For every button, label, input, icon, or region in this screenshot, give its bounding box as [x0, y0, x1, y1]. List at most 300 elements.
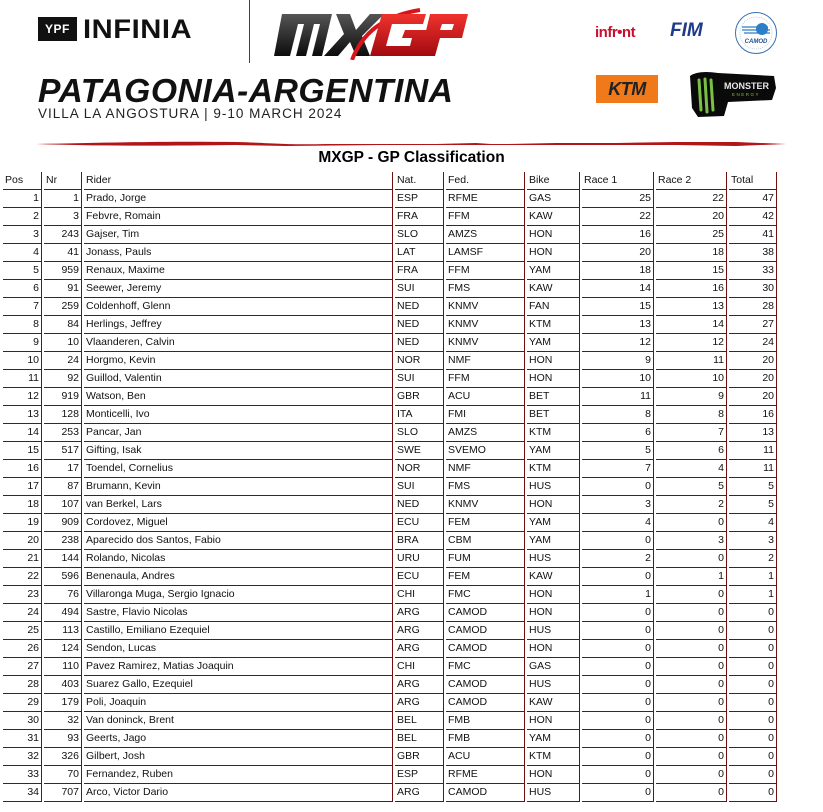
cell-pos: 17 [3, 478, 42, 496]
cell-race2: 15 [656, 262, 727, 280]
cell-race1: 5 [582, 442, 654, 460]
cell-nat: ARG [395, 694, 444, 712]
cell-pos: 30 [3, 712, 42, 730]
cell-nr: 76 [44, 586, 82, 604]
table-row [3, 784, 777, 802]
cell-rider: Brumann, Kevin [84, 478, 393, 496]
cell-fed: RFME [446, 766, 525, 784]
cell-race2: 5 [656, 478, 727, 496]
cell-nr: 87 [44, 478, 82, 496]
cell-race1: 8 [582, 406, 654, 424]
cell-fed: AMZS [446, 226, 525, 244]
cell-rider: Jonass, Pauls [84, 244, 393, 262]
cell-fed: FMS [446, 280, 525, 298]
cell-race2: 0 [656, 658, 727, 676]
cell-race2: 0 [656, 712, 727, 730]
cell-race1: 0 [582, 712, 654, 730]
table-row [3, 658, 777, 676]
cell-rider: Gilbert, Josh [84, 748, 393, 766]
cell-total: 11 [729, 442, 777, 460]
cell-rider: Cordovez, Miguel [84, 514, 393, 532]
cell-nat: FRA [395, 208, 444, 226]
cell-nr: 70 [44, 766, 82, 784]
table-row [3, 352, 777, 370]
cell-race2: 10 [656, 370, 727, 388]
cell-race1: 2 [582, 550, 654, 568]
cell-total: 33 [729, 262, 777, 280]
cell-rider: Febvre, Romain [84, 208, 393, 226]
cell-fed: CAMOD [446, 694, 525, 712]
cell-total: 5 [729, 496, 777, 514]
cell-pos: 27 [3, 658, 42, 676]
cell-bike: HON [527, 496, 580, 514]
cell-fed: CBM [446, 532, 525, 550]
cell-nat: NED [395, 298, 444, 316]
cell-total: 0 [729, 676, 777, 694]
cell-nat: NOR [395, 352, 444, 370]
cell-nr: 24 [44, 352, 82, 370]
cell-total: 0 [729, 748, 777, 766]
cell-race2: 2 [656, 496, 727, 514]
cell-bike: KAW [527, 694, 580, 712]
cell-nat: ECU [395, 514, 444, 532]
cell-nat: ESP [395, 766, 444, 784]
camod-logo-text: CAMOD [744, 39, 768, 45]
table-row [3, 208, 777, 226]
cell-race1: 14 [582, 280, 654, 298]
cell-total: 1 [729, 568, 777, 586]
cell-pos: 3 [3, 226, 42, 244]
cell-rider: Rolando, Nicolas [84, 550, 393, 568]
cell-race1: 12 [582, 334, 654, 352]
cell-bike: GAS [527, 190, 580, 208]
table-row [3, 712, 777, 730]
table-row [3, 730, 777, 748]
cell-race2: 6 [656, 442, 727, 460]
table-row [3, 226, 777, 244]
cell-nr: 144 [44, 550, 82, 568]
cell-nr: 919 [44, 388, 82, 406]
cell-race2: 0 [656, 640, 727, 658]
cell-rider: Seewer, Jeremy [84, 280, 393, 298]
cell-bike: KTM [527, 460, 580, 478]
cell-fed: KNMV [446, 298, 525, 316]
cell-total: 20 [729, 388, 777, 406]
table-row [3, 388, 777, 406]
cell-nr: 17 [44, 460, 82, 478]
cell-nat: BRA [395, 532, 444, 550]
cell-rider: Pancar, Jan [84, 424, 393, 442]
column-header-race1: Race 1 [582, 172, 654, 190]
cell-race1: 7 [582, 460, 654, 478]
cell-fed: CAMOD [446, 604, 525, 622]
cell-nat: URU [395, 550, 444, 568]
cell-race2: 0 [656, 694, 727, 712]
cell-nr: 494 [44, 604, 82, 622]
cell-nat: CHI [395, 658, 444, 676]
cell-nat: ESP [395, 190, 444, 208]
table-row [3, 460, 777, 478]
cell-rider: Watson, Ben [84, 388, 393, 406]
cell-nat: NOR [395, 460, 444, 478]
cell-nr: 32 [44, 712, 82, 730]
cell-nat: SUI [395, 370, 444, 388]
cell-fed: FMC [446, 586, 525, 604]
cell-rider: Coldenhoff, Glenn [84, 298, 393, 316]
cell-nr: 91 [44, 280, 82, 298]
cell-nr: 110 [44, 658, 82, 676]
cell-pos: 24 [3, 604, 42, 622]
ktm-logo-text: KTM [608, 78, 646, 99]
cell-pos: 15 [3, 442, 42, 460]
infront-logo: infr•nt [595, 24, 636, 41]
column-header-nat: Nat. [395, 172, 444, 190]
column-header-rider: Rider [84, 172, 393, 190]
cell-nat: SLO [395, 424, 444, 442]
cell-bike: KAW [527, 208, 580, 226]
cell-bike: KAW [527, 568, 580, 586]
cell-rider: Horgmo, Kevin [84, 352, 393, 370]
cell-race1: 0 [582, 730, 654, 748]
cell-fed: NMF [446, 460, 525, 478]
cell-race2: 0 [656, 550, 727, 568]
cell-total: 5 [729, 478, 777, 496]
cell-total: 0 [729, 766, 777, 784]
cell-nat: GBR [395, 748, 444, 766]
cell-total: 0 [729, 712, 777, 730]
cell-race1: 0 [582, 694, 654, 712]
cell-fed: FMC [446, 658, 525, 676]
cell-total: 24 [729, 334, 777, 352]
cell-bike: HON [527, 586, 580, 604]
cell-nat: SUI [395, 478, 444, 496]
cell-race1: 0 [582, 640, 654, 658]
cell-total: 0 [729, 694, 777, 712]
cell-nat: SLO [395, 226, 444, 244]
cell-nr: 909 [44, 514, 82, 532]
cell-rider: Benenaula, Andres [84, 568, 393, 586]
cell-pos: 14 [3, 424, 42, 442]
cell-rider: Geerts, Jago [84, 730, 393, 748]
cell-nr: 3 [44, 208, 82, 226]
infinia-logo-text: INFINIA [82, 13, 192, 44]
page-title: MXGP - GP Classification [318, 149, 505, 166]
table-row [3, 694, 777, 712]
cell-nr: 92 [44, 370, 82, 388]
table-row [3, 370, 777, 388]
table-row [3, 406, 777, 424]
cell-nat: SUI [395, 280, 444, 298]
cell-pos: 18 [3, 496, 42, 514]
cell-nat: NED [395, 496, 444, 514]
cell-race1: 0 [582, 478, 654, 496]
table-row [3, 766, 777, 784]
cell-race1: 0 [582, 676, 654, 694]
cell-race1: 6 [582, 424, 654, 442]
cell-race1: 0 [582, 568, 654, 586]
cell-bike: KTM [527, 424, 580, 442]
cell-rider: Herlings, Jeffrey [84, 316, 393, 334]
table-row [3, 316, 777, 334]
cell-nat: ARG [395, 784, 444, 802]
cell-pos: 16 [3, 460, 42, 478]
cell-race1: 0 [582, 748, 654, 766]
cell-total: 0 [729, 640, 777, 658]
column-header-fed: Fed. [446, 172, 525, 190]
cell-pos: 11 [3, 370, 42, 388]
cell-fed: RFME [446, 190, 525, 208]
cell-nr: 179 [44, 694, 82, 712]
cell-total: 3 [729, 532, 777, 550]
cell-fed: ACU [446, 388, 525, 406]
table-row [3, 622, 777, 640]
cell-race1: 18 [582, 262, 654, 280]
cell-race2: 0 [656, 586, 727, 604]
mxgp-logo [270, 4, 470, 60]
cell-pos: 4 [3, 244, 42, 262]
cell-pos: 1 [3, 190, 42, 208]
table-row [3, 280, 777, 298]
cell-race1: 0 [582, 766, 654, 784]
cell-total: 20 [729, 352, 777, 370]
cell-rider: Sendon, Lucas [84, 640, 393, 658]
cell-nat: NED [395, 334, 444, 352]
cell-bike: GAS [527, 658, 580, 676]
cell-fed: FMI [446, 406, 525, 424]
cell-fed: CAMOD [446, 784, 525, 802]
cell-total: 41 [729, 226, 777, 244]
cell-total: 16 [729, 406, 777, 424]
ktm-logo [596, 75, 658, 103]
cell-fed: SVEMO [446, 442, 525, 460]
cell-race2: 4 [656, 460, 727, 478]
cell-bike: HON [527, 226, 580, 244]
cell-nat: GBR [395, 388, 444, 406]
cell-pos: 13 [3, 406, 42, 424]
cell-rider: Renaux, Maxime [84, 262, 393, 280]
cell-race1: 0 [582, 622, 654, 640]
cell-fed: ACU [446, 748, 525, 766]
cell-bike: YAM [527, 514, 580, 532]
cell-total: 13 [729, 424, 777, 442]
cell-race2: 0 [656, 766, 727, 784]
cell-race2: 14 [656, 316, 727, 334]
cell-rider: Guillod, Valentin [84, 370, 393, 388]
cell-pos: 9 [3, 334, 42, 352]
cell-nr: 253 [44, 424, 82, 442]
cell-nat: FRA [395, 262, 444, 280]
cell-race2: 3 [656, 532, 727, 550]
event-subtitle: VILLA LA ANGOSTURA | 9-10 MARCH 2024 [38, 106, 343, 121]
cell-race2: 0 [656, 514, 727, 532]
cell-bike: HUS [527, 784, 580, 802]
cell-bike: HON [527, 712, 580, 730]
cell-race2: 8 [656, 406, 727, 424]
cell-fed: FFM [446, 208, 525, 226]
classification-table [1, 172, 779, 802]
cell-race1: 4 [582, 514, 654, 532]
cell-rider: Toendel, Cornelius [84, 460, 393, 478]
table-row [3, 514, 777, 532]
cell-fed: CAMOD [446, 622, 525, 640]
cell-nr: 113 [44, 622, 82, 640]
table-row [3, 604, 777, 622]
cell-bike: HON [527, 604, 580, 622]
cell-pos: 6 [3, 280, 42, 298]
cell-race2: 18 [656, 244, 727, 262]
cell-fed: FMB [446, 712, 525, 730]
cell-race2: 11 [656, 352, 727, 370]
cell-total: 2 [729, 550, 777, 568]
cell-rider: Monticelli, Ivo [84, 406, 393, 424]
cell-race1: 20 [582, 244, 654, 262]
cell-pos: 19 [3, 514, 42, 532]
table-row [3, 496, 777, 514]
cell-nr: 10 [44, 334, 82, 352]
cell-fed: CAMOD [446, 676, 525, 694]
cell-rider: Poli, Joaquin [84, 694, 393, 712]
cell-nr: 41 [44, 244, 82, 262]
cell-bike: YAM [527, 532, 580, 550]
cell-rider: Pavez Ramirez, Matias Joaquin [84, 658, 393, 676]
cell-race1: 25 [582, 190, 654, 208]
cell-race2: 25 [656, 226, 727, 244]
cell-nat: BEL [395, 712, 444, 730]
cell-total: 47 [729, 190, 777, 208]
cell-rider: Van doninck, Brent [84, 712, 393, 730]
cell-pos: 22 [3, 568, 42, 586]
table-row [3, 442, 777, 460]
cell-nr: 517 [44, 442, 82, 460]
cell-pos: 8 [3, 316, 42, 334]
cell-bike: YAM [527, 262, 580, 280]
cell-nr: 1 [44, 190, 82, 208]
cell-nat: ARG [395, 676, 444, 694]
cell-nr: 243 [44, 226, 82, 244]
classification-rows [3, 190, 777, 802]
cell-total: 0 [729, 730, 777, 748]
cell-race1: 11 [582, 388, 654, 406]
cell-rider: Gajser, Tim [84, 226, 393, 244]
cell-race1: 0 [582, 658, 654, 676]
cell-pos: 21 [3, 550, 42, 568]
cell-fed: FFM [446, 370, 525, 388]
cell-fed: FMB [446, 730, 525, 748]
cell-race2: 16 [656, 280, 727, 298]
table-row [3, 676, 777, 694]
cell-race2: 1 [656, 568, 727, 586]
cell-bike: HUS [527, 622, 580, 640]
cell-race1: 0 [582, 604, 654, 622]
cell-race1: 0 [582, 784, 654, 802]
cell-total: 27 [729, 316, 777, 334]
cell-race1: 10 [582, 370, 654, 388]
cell-total: 42 [729, 208, 777, 226]
cell-fed: FFM [446, 262, 525, 280]
column-header-pos: Pos [3, 172, 42, 190]
cell-pos: 23 [3, 586, 42, 604]
cell-pos: 5 [3, 262, 42, 280]
cell-nr: 128 [44, 406, 82, 424]
cell-nr: 93 [44, 730, 82, 748]
cell-rider: Vlaanderen, Calvin [84, 334, 393, 352]
cell-bike: BET [527, 406, 580, 424]
cell-nat: NED [395, 316, 444, 334]
cell-bike: HON [527, 766, 580, 784]
cell-bike: HON [527, 244, 580, 262]
cell-bike: KTM [527, 748, 580, 766]
table-row [3, 298, 777, 316]
cell-race2: 0 [656, 622, 727, 640]
cell-race2: 0 [656, 784, 727, 802]
cell-bike: HUS [527, 676, 580, 694]
cell-nr: 107 [44, 496, 82, 514]
cell-nr: 959 [44, 262, 82, 280]
table-header-row [3, 172, 777, 190]
cell-bike: HON [527, 640, 580, 658]
cell-race2: 7 [656, 424, 727, 442]
cell-race1: 15 [582, 298, 654, 316]
cell-nr: 403 [44, 676, 82, 694]
cell-total: 1 [729, 586, 777, 604]
cell-pos: 10 [3, 352, 42, 370]
table-row [3, 424, 777, 442]
cell-pos: 29 [3, 694, 42, 712]
cell-rider: Fernandez, Ruben [84, 766, 393, 784]
cell-nr: 259 [44, 298, 82, 316]
cell-nr: 707 [44, 784, 82, 802]
cell-bike: FAN [527, 298, 580, 316]
column-header-race2: Race 2 [656, 172, 727, 190]
cell-pos: 25 [3, 622, 42, 640]
cell-rider: Arco, Victor Dario [84, 784, 393, 802]
cell-total: 0 [729, 622, 777, 640]
cell-total: 0 [729, 784, 777, 802]
cell-rider: Aparecido dos Santos, Fabio [84, 532, 393, 550]
cell-bike: YAM [527, 730, 580, 748]
cell-fed: AMZS [446, 424, 525, 442]
cell-nat: SWE [395, 442, 444, 460]
cell-nat: ITA [395, 406, 444, 424]
cell-nat: LAT [395, 244, 444, 262]
cell-pos: 2 [3, 208, 42, 226]
cell-total: 4 [729, 514, 777, 532]
cell-nat: ARG [395, 622, 444, 640]
cell-nr: 84 [44, 316, 82, 334]
logo-divider [249, 0, 250, 63]
cell-race1: 16 [582, 226, 654, 244]
cell-fed: FUM [446, 550, 525, 568]
event-banner [0, 0, 823, 150]
cell-rider: Castillo, Emiliano Ezequiel [84, 622, 393, 640]
cell-race2: 0 [656, 604, 727, 622]
cell-race2: 13 [656, 298, 727, 316]
monster-logo-text: MONSTER [724, 81, 769, 91]
cell-rider: Prado, Jorge [84, 190, 393, 208]
table-row [3, 244, 777, 262]
table-row [3, 190, 777, 208]
cell-pos: 34 [3, 784, 42, 802]
cell-nr: 124 [44, 640, 82, 658]
cell-fed: KNMV [446, 316, 525, 334]
cell-nat: BEL [395, 730, 444, 748]
cell-total: 28 [729, 298, 777, 316]
cell-nr: 238 [44, 532, 82, 550]
cell-bike: YAM [527, 442, 580, 460]
cell-fed: NMF [446, 352, 525, 370]
cell-nat: ARG [395, 640, 444, 658]
cell-pos: 32 [3, 748, 42, 766]
